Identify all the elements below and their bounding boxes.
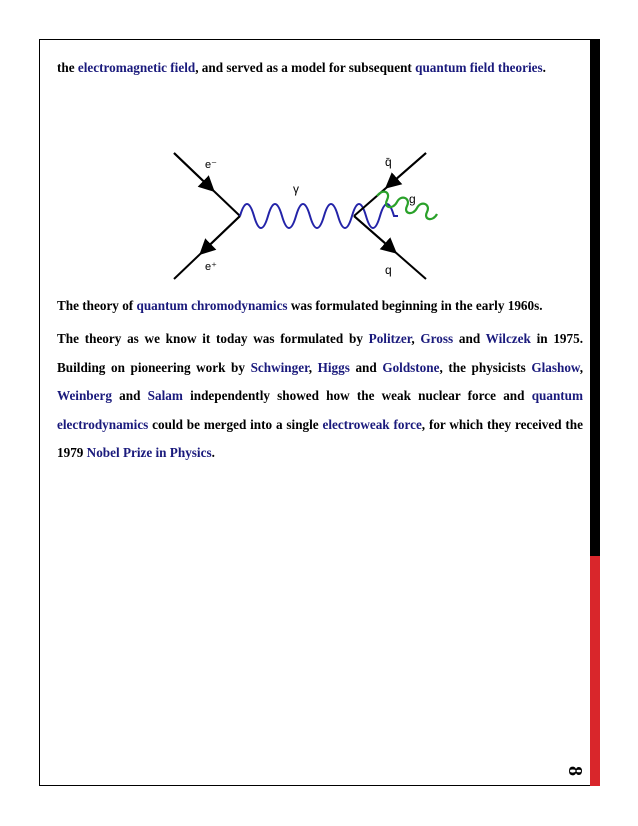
link-gross[interactable]: Gross [420, 331, 454, 346]
link-quantum-electrodynamics[interactable]: quantum electrodynamics [57, 388, 583, 432]
link-nobel-prize-in-physics[interactable]: Nobel Prize in Physics [86, 445, 212, 460]
text: in 1975. Building on pioneering work by [57, 331, 583, 375]
link-salam[interactable]: Salam [147, 388, 183, 403]
label-quark: q [385, 262, 392, 277]
link-wilczek[interactable]: Wilczek [485, 331, 531, 346]
side-bar-red [590, 556, 600, 786]
text: independently showed how the weak nuclear force and [182, 388, 532, 403]
link-quantum-chromodynamics[interactable]: quantum chromodynamics [136, 297, 288, 313]
text: the [57, 60, 78, 75]
text: , for which they received the 1979 [57, 416, 583, 460]
label-gluon: g [409, 191, 416, 206]
paragraph-2 [57, 292, 583, 321]
page-number [560, 756, 590, 786]
text: . [211, 445, 215, 460]
text: The theory as we know it today was formulated by [57, 331, 369, 346]
link-quantum-field-theories[interactable]: quantum field theories [415, 60, 543, 75]
text: . [542, 60, 546, 75]
text: , [308, 359, 318, 375]
paragraph-3 [57, 325, 583, 468]
label-e-plus: e⁺ [205, 260, 217, 273]
text: and [349, 359, 383, 375]
text: The theory of [57, 297, 137, 313]
page-number-text: 8 [564, 766, 586, 776]
label-gamma: γ [293, 181, 299, 196]
link-electroweak-force[interactable]: electroweak force [322, 416, 422, 432]
text: was formulated beginning in the early 1960s. [287, 297, 543, 313]
label-antiquark: q̄ [385, 154, 392, 169]
page-content [57, 54, 583, 473]
link-glashow[interactable]: Glashow [531, 359, 580, 375]
gluon-line [377, 191, 437, 218]
text: , [579, 359, 584, 375]
label-e-minus: e⁻ [205, 158, 217, 171]
paragraph-1 [57, 54, 583, 83]
text: and [453, 331, 486, 346]
link-goldstone[interactable]: Goldstone [382, 359, 440, 375]
link-politzer[interactable]: Politzer [368, 331, 412, 346]
text: could be merged into a single [148, 416, 323, 432]
side-bar-black [590, 39, 600, 556]
link-weinberg[interactable]: Weinberg [57, 388, 112, 403]
text: , [411, 331, 421, 346]
feynman-diagram [57, 88, 583, 284]
photon-propagator [240, 204, 398, 228]
link-higgs[interactable]: Higgs [317, 359, 350, 375]
text: and [111, 388, 148, 403]
text: , the physicists [439, 359, 532, 375]
link-electromagnetic-field[interactable]: electromagnetic field [77, 60, 196, 75]
link-schwinger[interactable]: Schwinger [250, 359, 309, 375]
text: , and served as a model for subsequent [195, 60, 416, 75]
